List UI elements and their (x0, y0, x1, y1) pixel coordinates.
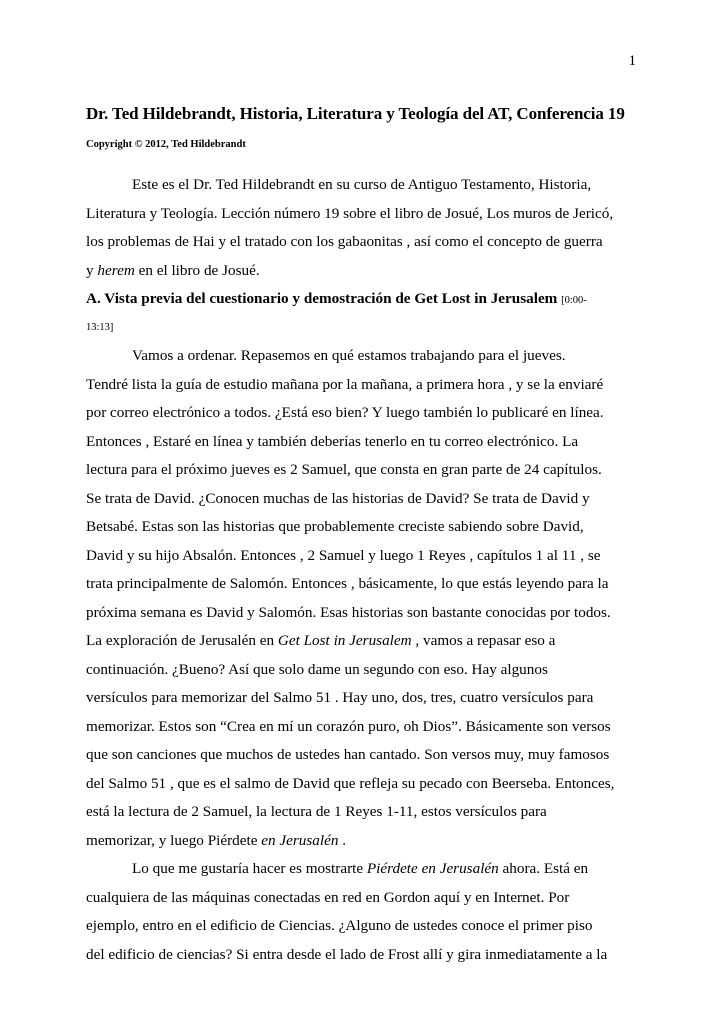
text-line: Entonces , Estaré en línea y también deberías tenerlo en tu correo electrónico. La (86, 432, 579, 450)
copyright-line: Copyright © 2012, Ted Hildebrandt (86, 139, 246, 150)
timestamp-start: [0:00- (561, 295, 587, 306)
text-line: del Salmo 51 , que es el salmo de David que refleja su pecado con Beerseba. Entonces, (86, 774, 615, 792)
section-heading (86, 285, 642, 314)
text-line: por correo electrónico a todos. ¿Está eso bien? Y luego también lo publicaré en línea. (86, 404, 604, 421)
text-line (86, 257, 642, 286)
text-line (86, 627, 642, 656)
text-run: . (338, 831, 347, 849)
text-line: trata principalmente de Salomón. Entonces , básicamente, lo que estás leyendo para la (86, 575, 609, 592)
text-line: que son canciones que muchos de ustedes han cantado. Son versos muy, muy famosos (86, 746, 610, 763)
text-line: del edificio de ciencias? Si entra desde el lado de Frost allí y gira inmediatamente a la (86, 945, 608, 963)
text-run: Lo que me gustaría hacer es mostrarte (132, 860, 367, 877)
italic-title: Piérdete en Jerusalén (366, 860, 499, 877)
text-line: está la lectura de 2 Samuel, la lectura de 1 Reyes 1-11, estos versículos para (86, 803, 547, 820)
text-line (86, 827, 642, 856)
text-run: ahora. Está en (498, 860, 589, 877)
italic-term: herem (97, 261, 135, 279)
text-line: cualquiera de las máquinas conectadas en red en Gordon aquí y en Internet. Por (86, 888, 570, 906)
text-line: próxima semana es David y Salomón. Esas historias son bastante conocidas por todos. (86, 603, 611, 621)
text-run: La exploración de Jerusalén en (86, 632, 278, 649)
timestamp-end: 13:13] (86, 321, 114, 333)
text-run: , vamos a repasar eso a (411, 632, 556, 649)
document-body (86, 171, 642, 969)
section-heading-text: A. Vista previa del cuestionario y demostración de Get Lost in Jerusalem (86, 290, 558, 307)
text-run: y (86, 261, 98, 279)
text-line (86, 855, 642, 884)
text-line: continuación. ¿Bueno? Así que solo dame un segundo con eso. Hay algunos (86, 660, 548, 678)
text-line: versículos para memorizar del Salmo 51 . Hay uno, dos, tres, cuatro versículos para (86, 689, 594, 706)
page-number: 1 (628, 53, 636, 69)
document-title: Dr. Ted Hildebrandt, Historia, Literatura y Teología del AT, Conferencia 19 (86, 104, 625, 123)
text-line: David y su hijo Absalón. Entonces , 2 Samuel y luego 1 Reyes , capítulos 1 al 11 , se (86, 546, 601, 564)
text-line: Betsabé. Estas son las historias que probablemente creciste sabiendo sobre David, (86, 518, 584, 535)
text-run: en el libro de Josué. (134, 261, 260, 279)
text-line: los problemas de Hai y el tratado con los gabaonitas , así como el concepto de guerra (86, 233, 603, 250)
text-line: ejemplo, entro en el edificio de Ciencias. ¿Alguno de ustedes conoce el primer piso (86, 917, 593, 934)
text-line: Se trata de David. ¿Conocen muchas de las historias de David? Se trata de David y (86, 489, 590, 507)
text-line: lectura para el próximo jueves es 2 Samuel, que consta en gran parte de 24 capítulos. (86, 461, 602, 478)
text-line: Literatura y Teología. Lección número 19 sobre el libro de Josué, Los muros de Jericó, (86, 204, 614, 222)
text-line: Este es el Dr. Ted Hildebrandt en su curso de Antiguo Testamento, Historia, (132, 176, 592, 193)
text-line: memorizar. Estos son “Crea en mí un corazón puro, oh Dios”. Básicamente son versos (86, 717, 611, 735)
italic-title: Get Lost in Jerusalem (277, 632, 412, 649)
text-line: Tendré lista la guía de estudio mañana por la mañana, a primera hora , y se la enviaré (86, 375, 604, 393)
italic-title: en Jerusalén (261, 831, 339, 849)
text-line: Vamos a ordenar. Repasemos en qué estamos trabajando para el jueves. (132, 347, 566, 364)
text-run: memorizar, y luego Piérdete (86, 831, 262, 849)
